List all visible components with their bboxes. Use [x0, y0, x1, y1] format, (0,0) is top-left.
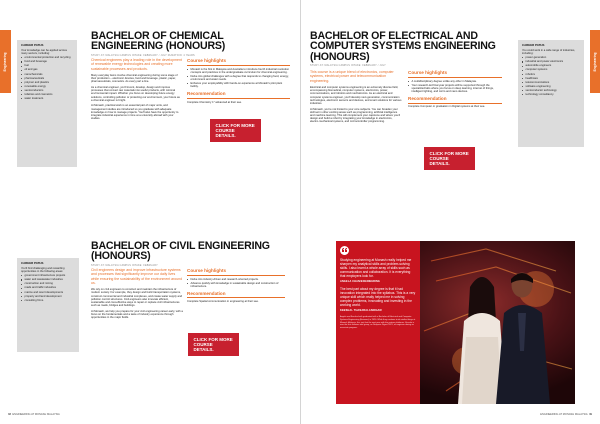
recommendation-text: Complete Computer or graduation in Digital systems at their see. [408, 105, 486, 109]
list-item: renewable energy [21, 85, 73, 88]
civil-highlights-column [187, 268, 285, 303]
list-item: computer systems [522, 68, 580, 71]
list-item: environmental protection and recycling [21, 56, 73, 59]
course-title: BACHELOR OF CHEMICAL ENGINEERING (HONOURS) [91, 30, 226, 53]
testimonial-author-2: KEESHAL THANABALASINGAM [340, 309, 382, 313]
recommendation-rule [187, 98, 290, 99]
electrical-course [310, 31, 502, 67]
course-body-2: At Monash, we help you prepare for your civil engineering career early, with a focus on the fundamentals and a taste of industry experience through opportunities in the major fields. [91, 309, 183, 320]
list-item: Enhance your employability with hands-on experience at Monash's pilot plant facility. [187, 82, 290, 88]
career-paths-heading: CAREER PATHS [522, 42, 545, 47]
quote-icon [340, 246, 349, 255]
highlights-rule [408, 77, 502, 78]
list-item: automobile engineers [522, 64, 580, 67]
highlights-list [187, 68, 290, 89]
list-item: roads and traffic industries [21, 286, 75, 289]
recommendation-text: Complete Chemistry 1° advanced at their see. [187, 100, 242, 104]
list-item: toiletries and cosmetics [21, 93, 73, 96]
course-meta: STUDY AT: MALAYSIA CAMPUS INTAKE: FEBRUARY / JULY [310, 64, 386, 68]
list-item: water and wastewater industries [21, 278, 75, 281]
list-item: construction and mining [21, 282, 75, 285]
list-item: government infrastructure projects [21, 274, 75, 277]
highlights-heading: Course highlights [187, 58, 227, 63]
course-body-2: As a chemical engineer, you'll invent, develop, design and improve processes that convert raw materials into useful products, with minimal environmental impact. Whether you focus on developing future energy solutions, controlling pollution or protecting our environment, your future as a chemical engineer is bright. [91, 85, 180, 102]
career-paths-list [21, 274, 75, 302]
civil-course-details-button[interactable]: CLICK FOR MORE COURSE DETAILS. [188, 333, 239, 356]
list-item: property and land development [21, 295, 75, 298]
course-intro: Chemical engineers play a leading role in the development of renewable energy technologies and creating more sustainable processes and products. [91, 58, 182, 71]
course-meta: STUDY AT: MALAYSIA CAMPUS INTAKE: FEBRUARY / JULY DURATION: 4 YEARS [91, 53, 195, 57]
testimonial-note: Angela and Keesha both graduated with a Bachelor of Electrical and Computer Systems Engineering (Honours) in 2020. While they continue to do similar things at Monash Malaysia, this just that the next year with the partner platforms. Keesha is now the first software and group, an Nexperia Digest 2021, an engineer during an associate program. [340, 316, 416, 329]
list-item: telecommunications [522, 81, 580, 84]
course-body-1: Electrical and computer systems engineering is an extremely diverse field, encompassing biomedical, computer systems, electronics, power, communications, and robotics and mechatronics. As an electrical and computer systems engineer, you'll develop next-generation, communication technologies, electronic sensors and devices, and smart solutions for various industries. [310, 85, 402, 105]
career-paths-intro: Your knowledge can be applied across many sectors, including: [21, 48, 67, 55]
career-paths-heading: CAREER PATHS [21, 42, 44, 47]
list-item: power generation [522, 56, 580, 59]
course-title: BACHELOR OF ELECTRICAL AND COMPUTER SYSTEMS ENGINEERING (HONOURS) [310, 30, 496, 63]
list-item: robotics [522, 73, 580, 76]
list-item: semiconductors [21, 89, 73, 92]
list-item: semiconductor technology [522, 89, 580, 92]
testimonial-author-1: ANGELA CHAN/ENGINEERING [340, 280, 381, 283]
testimonial-quote-2: The best part about my degree is that it had innovation integrated into the syllabus. This is a very unique skill which really helped me in solving complex problems, innovating and investing in the working world. [340, 287, 416, 308]
highlights-rule [187, 65, 290, 66]
career-paths-list [21, 56, 73, 100]
chemical-course [91, 31, 290, 57]
course-body-1: We rely on civil engineers to construct and maintain the infrastructure of modern society. For example, they design and build transportation systems, construct commercial and industrial complexes, and create water supply and pollution control structures. Civil engineers also innovate efficient, sustainable and cost-effective ways to repair or replace civil infrastructures such as roads, bridges and buildings. [91, 288, 182, 308]
career-paths-heading: CAREER PATHS [21, 260, 44, 265]
list-item: fuel [21, 64, 73, 67]
electrical-course-details-button[interactable]: CLICK FOR MORE COURSE DETAILS. [424, 147, 475, 170]
highlights-heading: Course highlights [408, 70, 448, 75]
list-item: Delve into global challenges with a degree that responds to changing food, energy, environment and water needs. [187, 75, 290, 81]
footer-right [540, 413, 592, 416]
section-tab-left: Engineering [0, 30, 11, 93]
page-number-left: 38 [8, 413, 11, 416]
list-item: Your research-led final year projects will be supported through the specialized labs where you focus on deep learning, internet of things, intelligent lighting, and micro and nano devices. [408, 84, 502, 94]
course-intro: This course is a unique blend of electronics, computer systems, electrical power and telecommunication engineering. [310, 70, 394, 83]
chemical-career-paths [17, 40, 77, 167]
civil-course [91, 241, 281, 267]
list-item: Monash is the first in Malaysia and Australia to introduce fourth industrial revolution concepts and practices in the undergraduate curriculum for chemical engineering. [187, 68, 290, 74]
list-item: Advance quickly with knowledge in sustainable design and construction of infrastructure. [187, 282, 285, 288]
list-item: industrial and power electronics [522, 60, 580, 63]
list-item: Delve into industry-driven and research-oriented projects. [187, 278, 285, 281]
career-paths-intro: You could work in a wide range of industries, including: [522, 48, 576, 55]
career-paths-list [522, 56, 580, 96]
chemical-intro-column [91, 58, 182, 123]
list-item: oil and gas [21, 68, 73, 71]
footer-left [8, 413, 60, 416]
footer-text-left: ENGINEERING AT MONASH MALAYSIA [12, 413, 60, 416]
recommendation-text: Complete Spatial communication in engineering at their see. [187, 300, 259, 303]
list-item: A multidisciplinary degree unlike any other in Malaysia. [408, 80, 502, 83]
course-body-2: At Monash, you're not limited to your core subjects. You can broaden your skill set in other exciting areas such as programming, artificial intelligence and machine learning. This will complement your capstone and where you'd design and build a robot by integrating your knowledge in electronics, electro-mechanical systems, and microcontroller programming. [310, 107, 401, 124]
civil-career-paths [17, 258, 79, 352]
course-title: BACHELOR OF CIVIL ENGINEERING (HONOURS) [91, 240, 270, 263]
list-item: technology consultancy. [522, 93, 580, 96]
course-meta: STUDY AT: MALAYSIA CAMPUS INTAKE: FEBRUARY [91, 263, 158, 267]
recommendation-heading: Recommendation [187, 91, 226, 96]
list-item: polymer and plastics [21, 81, 73, 84]
electrical-highlights-column [408, 70, 502, 108]
list-item: software engineering [522, 85, 580, 88]
highlights-heading: Course highlights [187, 268, 227, 273]
list-item: marine and resort developments [21, 291, 75, 294]
page-fold [300, 0, 301, 424]
recommendation-heading: Recommendation [187, 290, 226, 296]
course-body-3: At Monash, practical work is an essential part of major units, and management studies are introduced so you graduate with adequate knowledge on how to manage projects. You'll also have the opportunity to integrate industrial experience in time at a university abroad with your studies. [91, 104, 179, 121]
chemical-highlights-column [187, 58, 290, 104]
civil-intro-column [91, 268, 183, 322]
list-item: water treatment. [21, 97, 73, 100]
recommendation-rule [408, 103, 502, 104]
recommendation-heading: Recommendation [408, 95, 447, 101]
list-item: nanochemicals [21, 73, 73, 76]
list-item: food and beverage [21, 60, 73, 63]
testimonial-quote-1: Studying engineering at Monash really helped me sharpen my analytical skills and problem-solving skills. I also learnt a whole array of skills such as communication and collaboration. It is everything that employers look for. [340, 258, 412, 278]
highlights-rule [187, 275, 285, 276]
chemical-course-details-button[interactable]: CLICK FOR MORE COURSE DETAILS. [210, 119, 261, 142]
course-intro: Civil engineers design and improve infrastructure systems and processes that significantly improve our daily lives while ensuring the sustainability of the environment around us. [91, 268, 183, 285]
page-number-right: 39 [589, 413, 592, 416]
section-tab-right: Engineering [590, 30, 600, 93]
highlights-list [408, 80, 502, 94]
recommendation-rule [187, 297, 285, 298]
highlights-list [187, 278, 285, 289]
footer-text-right: ENGINEERING AT MONASH MALAYSIA [540, 413, 588, 416]
list-item: healthcare [522, 77, 580, 80]
course-body-1: Many everyday items involve chemical engineering during some stage of their production – electronic devices, food and beverage, plastic, paper, pharmaceuticals, cosmetics. As every part a line. [91, 73, 178, 84]
electrical-intro-column [310, 70, 402, 126]
electrical-career-paths [518, 40, 584, 147]
testimonial-panel [336, 241, 420, 404]
list-item: pharmaceuticals [21, 77, 73, 80]
list-item: consulting firms. [21, 299, 75, 302]
career-paths-intro: You'll find challenging and rewarding opportunities in the following areas: [21, 266, 65, 273]
